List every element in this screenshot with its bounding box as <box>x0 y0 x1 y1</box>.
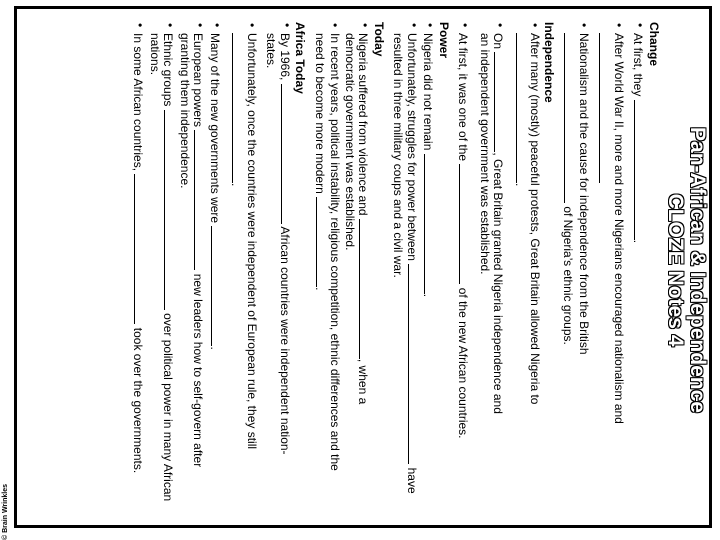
text: Many of the new governments were <box>208 33 222 224</box>
copyright-strip <box>0 0 10 540</box>
text: Ethnic groups <box>161 33 176 107</box>
list-item <box>561 33 590 514</box>
text: Nigeria did not remain <box>421 33 436 151</box>
text: By 1966, <box>278 33 292 81</box>
text: need to become more modern <box>313 33 327 194</box>
text: of Nigeria’s ethnic groups. <box>561 206 576 345</box>
text: . <box>421 293 436 298</box>
text: , when a <box>356 358 371 405</box>
list-item <box>596 33 625 514</box>
text: . <box>229 183 244 187</box>
text: • After World War II, more and more Nigerians encouraged nationalism and <box>612 33 626 424</box>
fill-blank[interactable] <box>195 130 207 270</box>
fill-blank[interactable] <box>233 33 245 183</box>
text: • In recent years, political instability, religious competition, ethnic differences and the <box>328 33 343 471</box>
text: democratic government was established. <box>343 33 357 251</box>
list-item <box>264 33 293 514</box>
list-item <box>456 33 472 514</box>
fill-blank[interactable] <box>281 84 293 224</box>
text: Nigeria suffered from violence and <box>356 33 371 216</box>
text: of the new African countries. <box>456 287 471 439</box>
text: . <box>208 346 222 350</box>
list-item <box>478 33 507 514</box>
text: • Nationalism and the cause for independence from the British <box>577 33 591 355</box>
list-item <box>343 33 372 514</box>
text: resulted in three military coups and a civil war. <box>391 33 406 278</box>
text: new leaders how to self-govern after <box>191 273 206 468</box>
list-item <box>313 33 342 514</box>
text: On <box>491 33 506 50</box>
list-item <box>131 33 147 514</box>
list-item <box>148 33 177 514</box>
text: states. <box>264 33 279 69</box>
text: At first, they <box>631 33 646 97</box>
fill-blank[interactable] <box>165 110 177 310</box>
list-independence <box>456 22 542 514</box>
fill-blank[interactable] <box>211 226 223 346</box>
text: . <box>513 183 527 187</box>
list-item <box>631 33 647 514</box>
fill-blank[interactable] <box>135 174 147 324</box>
text: • After many (mostly) peaceful protests, Great Britain allowed Nigeria to <box>528 33 543 405</box>
text: In some African countries, <box>131 33 146 172</box>
fill-blank[interactable] <box>600 33 612 183</box>
text: • Unfortunately, once the countries were independent of European rule, they still <box>245 33 259 450</box>
fill-blank[interactable] <box>565 33 577 203</box>
list-item <box>178 33 207 514</box>
heading-power: Power <box>437 22 451 59</box>
text: nations. <box>148 33 162 76</box>
fill-blank[interactable] <box>516 33 528 183</box>
text: took over the governments. <box>131 327 146 474</box>
fill-blank[interactable] <box>495 52 507 152</box>
text: have <box>405 467 419 494</box>
title-line-1: Pan-African & Independence <box>686 127 709 413</box>
text: , Great Britain granted Nigeria independence and <box>491 152 506 414</box>
list-item <box>421 33 437 514</box>
heading-today: Today <box>372 22 386 57</box>
page-title <box>664 0 708 540</box>
fill-blank[interactable] <box>360 219 372 359</box>
text: . <box>631 239 646 244</box>
text: European powers <box>191 33 206 128</box>
copyright-text: © Brain Wrinkles <box>2 484 9 540</box>
fill-blank[interactable] <box>316 197 328 287</box>
text: over political power in many African <box>161 313 176 502</box>
notes-content <box>125 22 662 514</box>
text: Unfortunately, struggles for power between <box>405 33 419 261</box>
list-item <box>229 33 258 514</box>
fill-blank[interactable] <box>408 264 420 464</box>
heading-africa-today: Africa Today <box>293 22 308 94</box>
fill-blank[interactable] <box>460 164 472 284</box>
title-line-2: CLOZE Notes 4 <box>664 193 687 347</box>
list-item <box>391 33 420 514</box>
list-change <box>561 22 647 514</box>
text: granting them independence. <box>178 33 192 189</box>
list-africa-today <box>131 22 293 514</box>
text: an independent government was established. <box>478 33 492 275</box>
text: African countries were independent nation- <box>278 226 292 455</box>
list-item <box>513 33 542 514</box>
text: At first, it was one of the <box>456 33 471 162</box>
heading-independence: Independence <box>542 22 556 103</box>
list-power <box>391 22 437 514</box>
text: . <box>313 287 327 291</box>
heading-change: Change <box>647 22 661 67</box>
list-today <box>313 22 372 514</box>
fill-blank[interactable] <box>425 154 437 294</box>
fill-blank[interactable] <box>635 100 647 240</box>
list-item <box>208 33 224 514</box>
